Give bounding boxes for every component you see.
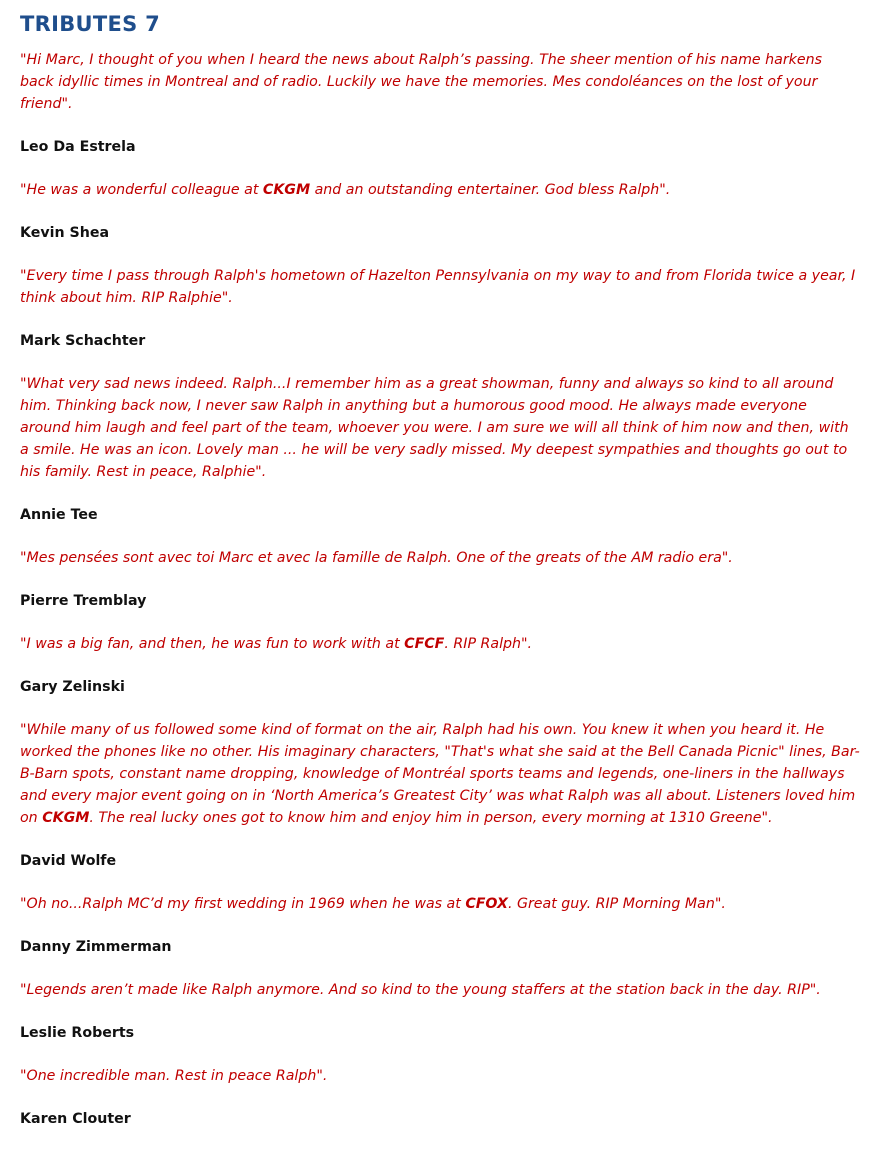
quote-text: "Mes pensées sont avec toi Marc et avec la famille de Ralph. One of the greats of the AM radio era".: [20, 550, 733, 566]
quote-text: "He was a wonderful colleague at: [20, 182, 263, 198]
tribute-author: Leslie Roberts: [20, 1025, 135, 1041]
tribute-quote: [20, 547, 860, 569]
quote-text: . RIP Ralph".: [444, 636, 533, 652]
tribute-author: Mark Schachter: [20, 333, 146, 349]
tributes-page: [20, 0, 860, 1130]
tribute-entry: [20, 49, 860, 158]
tribute-entry: [20, 547, 860, 612]
tribute-entry: [20, 893, 860, 958]
tribute-author: Kevin Shea: [20, 225, 110, 241]
tribute-quote: [20, 893, 860, 915]
tribute-author: David Wolfe: [20, 853, 117, 869]
station-callsign: CKGM: [262, 182, 311, 198]
quote-text: "While many of us followed some kind of format on the air, Ralph had his own. You knew it when you heard it. He worked the phones like no other. His imaginary characters, "That's what she said at the Bell Canada Picnic" lines, Bar-B-Barn spots, constant name dropping, knowledge of Montréal sports teams and legends, one-liners in the hallways and every major event going on in ‘North America’s Greatest City’ was what Ralph was all about. Listeners loved him on: [20, 722, 860, 826]
tribute-quote: [20, 633, 860, 655]
tribute-quote: [20, 719, 860, 829]
tribute-author: Annie Tee: [20, 507, 98, 523]
quote-text: "What very sad news indeed. Ralph...I remember him as a great showman, funny and always so kind to all around him. Thinking back now, I never saw Ralph in anything but a humorous good mood. He always made everyone around him laugh and feel part of the team, whoever you were. I am sure we will all think of him now and then, with a smile. He was an icon. Lovely man ... he will be very sadly missed. My deepest sympathies and thoughts go out to his family. Rest in peace, Ralphie".: [20, 376, 849, 480]
station-callsign: CKGM: [42, 810, 90, 826]
quote-text: . Great guy. RIP Morning Man".: [507, 896, 726, 912]
quote-text: "One incredible man. Rest in peace Ralph".: [20, 1068, 328, 1084]
tribute-quote: [20, 1065, 860, 1087]
quote-text: "Every time I pass through Ralph's hometown of Hazelton Pennsylvania on my way to and from Florida twice a year, I think about him. RIP Ralphie".: [20, 268, 856, 306]
tribute-author: Leo Da Estrela: [20, 139, 136, 155]
tribute-entry: [20, 1065, 860, 1130]
station-callsign: CFOX: [465, 896, 508, 912]
quote-text: and an outstanding entertainer. God bless Ralph".: [310, 182, 671, 198]
quote-text: . The real lucky ones got to know him and enjoy him in person, every morning at 1310 Greene".: [89, 810, 773, 826]
tribute-entry: [20, 979, 860, 1044]
tribute-author: Karen Clouter: [20, 1111, 131, 1127]
station-callsign: CFCF: [404, 636, 445, 652]
tribute-author: Danny Zimmerman: [20, 939, 172, 955]
tribute-entry: [20, 373, 860, 526]
page-title: TRIBUTES 7: [20, 12, 161, 36]
quote-text: "Legends aren’t made like Ralph anymore. And so kind to the young staffers at the station back in the day. RIP".: [20, 982, 821, 998]
quote-text: "Hi Marc, I thought of you when I heard the news about Ralph’s passing. The sheer mention of his name harkens back idyllic times in Montreal and of radio. Luckily we have the memories. Mes condoléances on the lost of your friend".: [20, 52, 822, 112]
tribute-quote: [20, 265, 860, 309]
tribute-quote: [20, 179, 860, 201]
tribute-author: Gary Zelinski: [20, 679, 125, 695]
tribute-entry: [20, 265, 860, 352]
tribute-entry: [20, 719, 860, 872]
quote-text: "I was a big fan, and then, he was fun to work with at: [20, 636, 405, 652]
tributes-list: [20, 49, 860, 1130]
tribute-entry: [20, 633, 860, 698]
tribute-quote: [20, 49, 860, 115]
tribute-quote: [20, 979, 860, 1001]
tribute-quote: [20, 373, 860, 483]
quote-text: "Oh no...Ralph MC’d my first wedding in 1969 when he was at: [20, 896, 466, 912]
tribute-entry: [20, 179, 860, 244]
tribute-author: Pierre Tremblay: [20, 593, 147, 609]
